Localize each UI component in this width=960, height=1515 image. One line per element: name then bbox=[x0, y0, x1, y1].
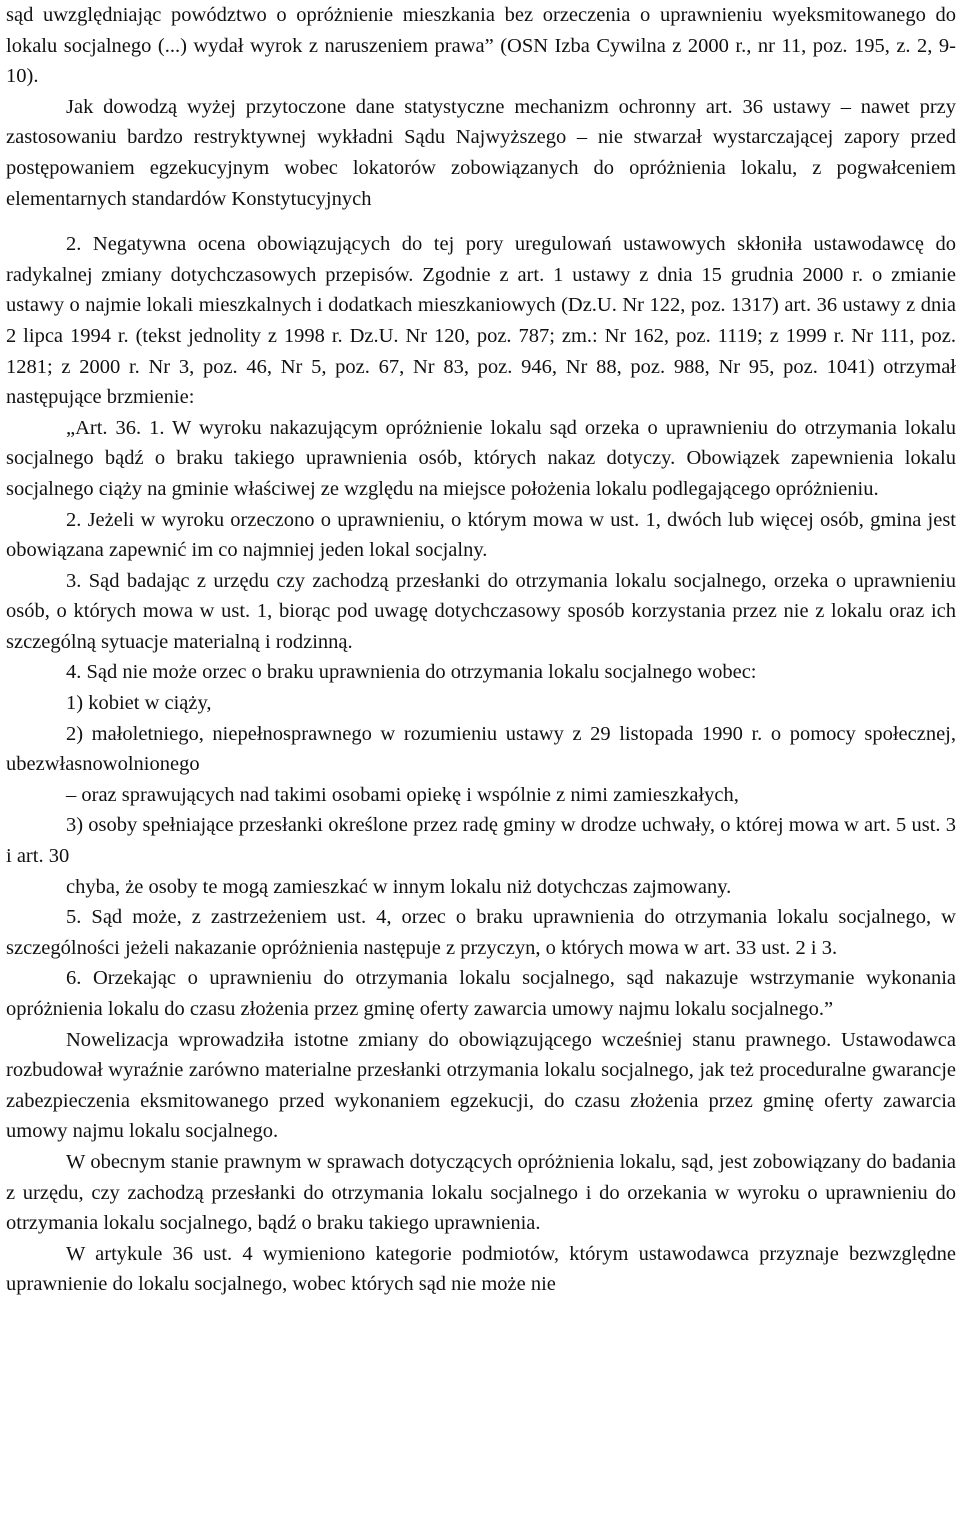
document-page bbox=[6, 0, 956, 1300]
paragraph-continuation: sąd uwzględniając powództwo o opróżnienie mieszkania bez orzeczenia o uprawnieniu wyeksmitowanego do lokalu socjalnego (...) wydał wyrok z naruszeniem prawa” (OSN Izba Cywilna z 2000 r., nr 11, poz. 195, z. 2, 9-10). bbox=[6, 4, 956, 88]
paragraph-amendment: Nowelizacja wprowadziła istotne zmiany do obowiązującego wcześniej stanu prawnego. Ustawodawca rozbudował wyraźnie zarówno materialne przesłanki otrzymania lokalu socjalnego, jak też proceduralne gwarancje zabezpieczenia eksmitowanego przed wykonaniem egzekucji, do czasu złożenia przez gminę oferty zawarcia umowy najmu lokalu socjalnego. bbox=[6, 1028, 956, 1143]
paragraph-section-2: 2. Negatywna ocena obowiązujących do tej pory uregulowań ustawowych skłoniła ustawodawcę do radykalnej zmiany dotychczasowych przepisów. Zgodnie z art. 1 ustawy z dnia 15 grudnia 2000 r. o zmianie ustawy o najmie lokali mieszkalnych i dodatkach mieszkaniowych (Dz.U. Nr 122, poz. 1317) art. 36 ustawy z dnia 2 lipca 1994 r. (tekst jednolity z 1998 r. Dz.U. Nr 120, poz. 787; zm.: Nr 162, poz. 1119; z 1999 r. Nr 111, poz. 1281; z 2000 r. Nr 3, poz. 46, Nr 5, poz. 67, Nr 83, poz. 946, Nr 88, poz. 988, Nr 95, poz. 1041) otrzymał następujące brzmienie: bbox=[6, 233, 956, 409]
quote-art-36-ust-1: „Art. 36. 1. W wyroku nakazującym opróżnienie lokalu sąd orzeka o uprawnieniu do otrzymania lokalu socjalnego bądź o braku takiego uprawnienia osób, których nakaz dotyczy. Obowiązek zapewnienia lokalu socjalnego ciąży na gminie właściwej ze względu na miejsce położenia lokalu podlegającego opróżnieniu. bbox=[6, 416, 956, 500]
quote-art-36-ust-5: 5. Sąd może, z zastrzeżeniem ust. 4, orzec o braku uprawnienia do otrzymania lokalu socjalnego, w szczególności jeżeli nakazanie opróżnienia następuje z przyczyn, o których mowa w art. 33 ust. 2 i 3. bbox=[6, 906, 956, 959]
quote-list-dash: – oraz sprawujących nad takimi osobami opiekę i wspólnie z nimi zamieszkałych, bbox=[66, 783, 739, 806]
paragraph-protection-mechanism: Jak dowodzą wyżej przytoczone dane statystyczne mechanizm ochronny art. 36 ustawy – nawet przy zastosowaniu bardzo restryktywnej wykładni Sądu Najwyższego – nie stwarzał wystarczającej zapory przed postępowaniem egzekucyjnym wobec lokatorów zobowiązanych do opróżnienia lokalu, z pogwałceniem elementarnych standardów Konstytucyjnych bbox=[6, 95, 956, 210]
quote-art-36-ust-6: 6. Orzekając o uprawnieniu do otrzymania lokalu socjalnego, sąd nakazuje wstrzymanie wykonania opróżnienia lokalu do czasu złożenia przez gminę oferty zawarcia umowy najmu lokalu socjalnego.” bbox=[6, 967, 956, 1020]
quote-list-item-3: 3) osoby spełniające przesłanki określone przez radę gminy w drodze uchwały, o której mowa w art. 5 ust. 3 i art. 30 bbox=[6, 814, 956, 868]
quote-art-36-ust-4: 4. Sąd nie może orzec o braku uprawnienia do otrzymania lokalu socjalnego wobec: bbox=[66, 661, 757, 684]
paragraph-current-law: W obecnym stanie prawnym w sprawach dotyczących opróżnienia lokalu, sąd, jest zobowiązany do badania z urzędu, czy zachodzą przesłanki do otrzymania lokalu socjalnego i do orzekania w wyroku o uprawnieniu do otrzymania lokalu socjalnego, bądź o braku takiego uprawnienia. bbox=[6, 1150, 956, 1235]
quote-art-36-ust-2: 2. Jeżeli w wyroku orzeczono o uprawnieniu, o którym mowa w ust. 1, dwóch lub więcej osób, gmina jest obowiązana zapewnić im co najmniej jeden lokal socjalny. bbox=[6, 508, 956, 562]
quote-list-item-2: 2) małoletniego, niepełnosprawnego w rozumieniu ustawy z 29 listopada 1990 r. o pomocy społecznej, ubezwłasnowolnionego bbox=[6, 722, 956, 776]
paragraph-article-36-ust-4: W artykule 36 ust. 4 wymieniono kategorie podmiotów, którym ustawodawca przyznaje bezwzględne uprawnienie do lokalu socjalnego, wobec których sąd nie może nie bbox=[6, 1242, 956, 1296]
quote-art-36-ust-3: 3. Sąd badając z urzędu czy zachodzą przesłanki do otrzymania lokalu socjalnego, orzeka o uprawnieniu osób, o których mowa w ust. 1, biorąc pod uwagę dotychczasowy sposób korzystania przez nie z lokalu oraz ich szczególną sytuacje materialną i rodzinną. bbox=[6, 569, 956, 653]
quote-list-closing: chyba, że osoby te mogą zamieszkać w innym lokalu niż dotychczas zajmowany. bbox=[66, 875, 732, 898]
quote-list-item-1: 1) kobiet w ciąży, bbox=[66, 692, 212, 715]
